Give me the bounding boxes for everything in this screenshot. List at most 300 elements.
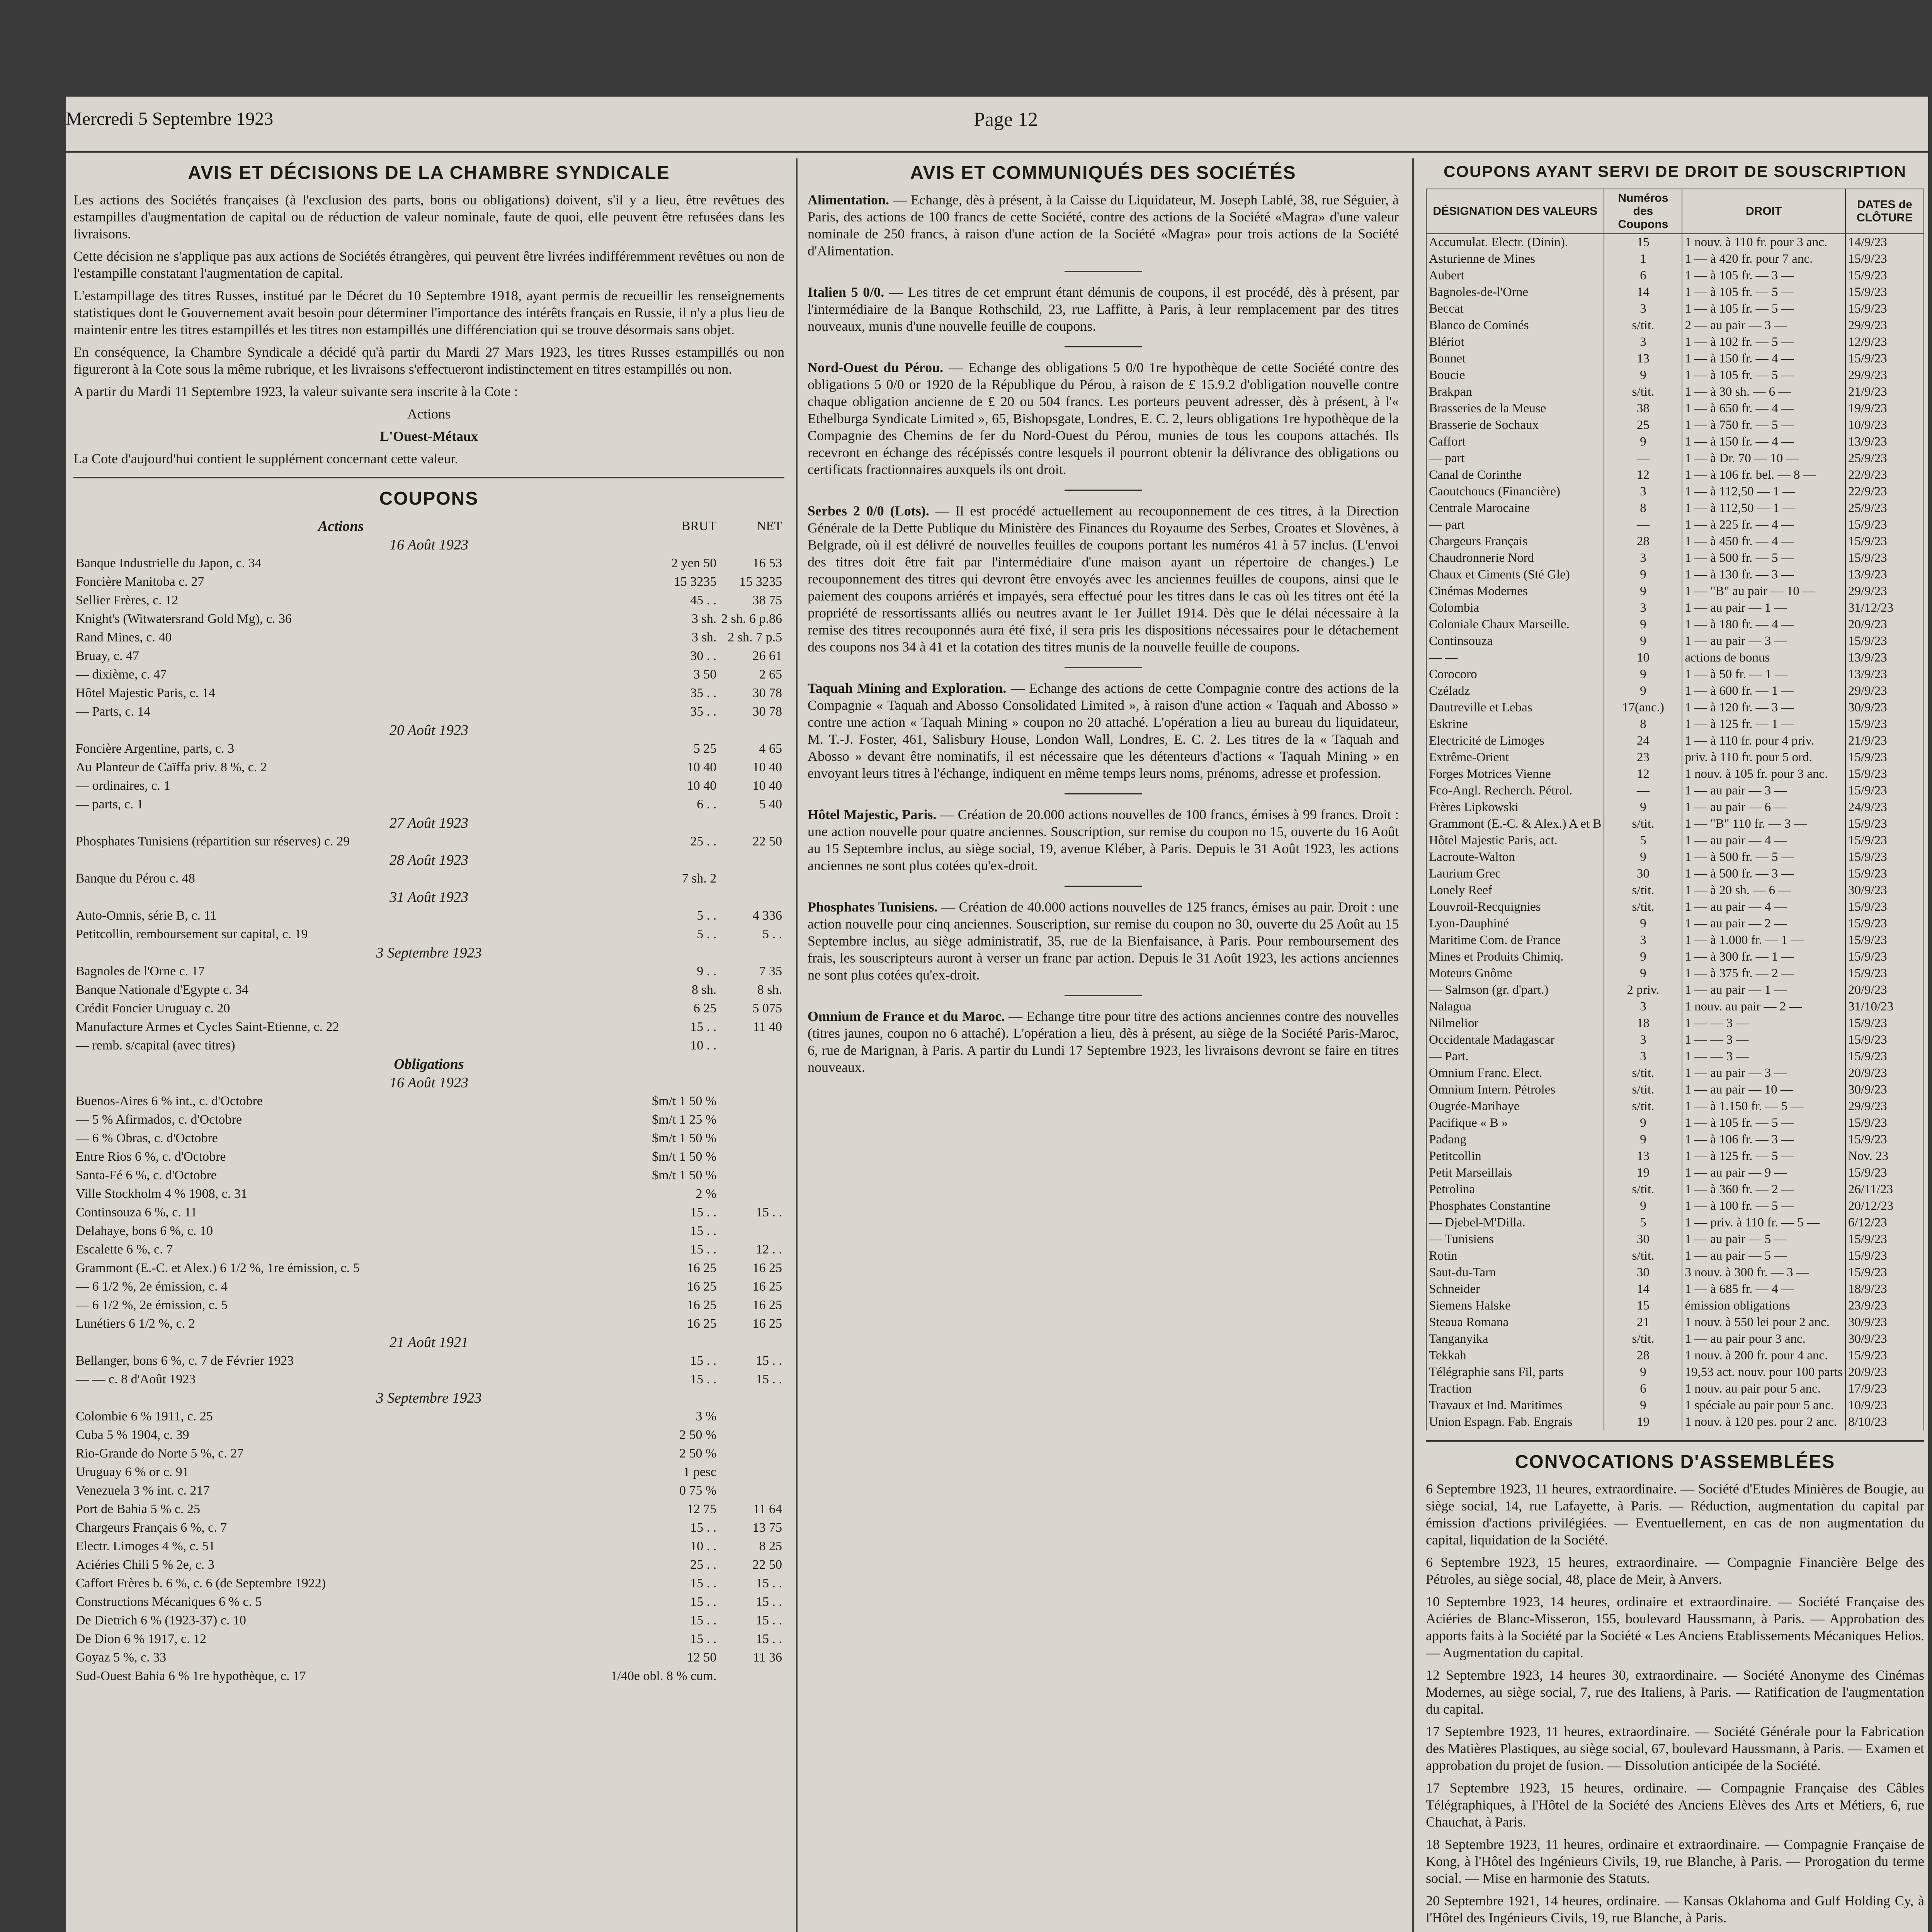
coupon-brut: 15 . . xyxy=(690,1372,717,1386)
societe-name: Hôtel Majestic, Paris. xyxy=(808,807,937,822)
coupons-droit-table xyxy=(1426,189,1924,1430)
droit-terms: 1 — à 500 fr. — 5 — xyxy=(1682,550,1845,566)
notice-separator xyxy=(1065,995,1142,996)
droit-date: 15/9/23 xyxy=(1845,915,1924,932)
droit-date: 15/9/23 xyxy=(1845,533,1924,550)
droit-valeur: Steaua Romana xyxy=(1426,1314,1604,1331)
coupon-name: — 6 1/2 %, 2e émission, c. 5 xyxy=(76,1298,228,1312)
coupon-net xyxy=(719,1185,784,1203)
droit-date: 15/9/23 xyxy=(1845,1115,1924,1131)
droit-terms: 1 — au pair — 1 — xyxy=(1682,982,1845,998)
droit-date: 30/9/23 xyxy=(1845,1082,1924,1098)
droit-valeur: Caoutchoucs (Financière) xyxy=(1426,483,1604,500)
droit-terms: 1 — "B" 110 fr. — 3 — xyxy=(1682,816,1845,832)
droit-date: 13/9/23 xyxy=(1845,650,1924,666)
droit-row xyxy=(1426,1181,1924,1198)
coupon-brut: 6 . . xyxy=(697,797,717,811)
droit-date: 15/9/23 xyxy=(1845,832,1924,849)
droit-valeur: Petit Marseillais xyxy=(1426,1165,1604,1181)
droit-coupon: 9 xyxy=(1604,1397,1682,1414)
droit-coupon: 9 xyxy=(1604,633,1682,650)
coupon-brut: 16 25 xyxy=(687,1316,717,1331)
coupon-name: Grammont (E.-C. et Alex.) 6 1/2 %, 1re émission, c. 5 xyxy=(76,1261,360,1275)
droit-row xyxy=(1426,650,1924,666)
societe-name: Alimentation. xyxy=(808,192,889,207)
coupon-brut: 5 . . xyxy=(697,927,717,941)
droit-date: 30/9/23 xyxy=(1845,882,1924,899)
coupon-net xyxy=(719,1426,784,1444)
droit-date: 15/9/23 xyxy=(1845,350,1924,367)
coupon-name: Au Planteur de Caïffa priv. 8 %, c. 2 xyxy=(76,760,267,774)
droit-date: Nov. 23 xyxy=(1845,1148,1924,1165)
coupon-net: 11 36 xyxy=(753,1650,782,1665)
droit-date: 15/9/23 xyxy=(1845,1264,1924,1281)
section-rule xyxy=(73,477,784,478)
coupon-net xyxy=(719,869,784,888)
coupon-brut: 15 . . xyxy=(690,1520,717,1535)
coupon-brut: 10 40 xyxy=(687,760,717,774)
coupon-net: 16 25 xyxy=(752,1298,782,1312)
coupon-brut: 3 sh. xyxy=(692,630,717,645)
coupon-brut: 1 pesc xyxy=(683,1465,717,1479)
paragraph: Les actions des Sociétés françaises (à l'exclusion des parts, bons ou obligations) doivent, s'il y a lieu, être revêtues des estampilles d'augmentation de capital ou de réduction de valeur nominale, faute de quoi, elle peuvent être refusées dans les livraisons. xyxy=(73,192,784,242)
droit-date: 21/9/23 xyxy=(1845,733,1924,749)
coupon-brut: 35 . . xyxy=(690,686,717,700)
coupon-brut: 45 . . xyxy=(690,593,717,607)
droit-valeur: Siemens Halske xyxy=(1426,1298,1604,1314)
droit-terms: 1 — à 500 fr. — 3 — xyxy=(1682,866,1845,882)
coupon-name: — ordinaires, c. 1 xyxy=(76,779,170,793)
societe-text: — Il est procédé actuellement au recouponnement de ces titres, à la Direction Générale de la Dette Publique du Ministère des Finances du Royaume des Serbes, Croates et Slovènes, à Belgrade, où il est délivré de nouvelles feuilles de coupons portant les numéros 41 à 57 inclus. (L'envoi des titres doit être fait par l'intermédiaire d'une maison ayant un répertoire de changes.) Le recouponnement des titres qui devront être envoyés avec les anciennes feuilles de coupons, ainsi que le paiement des coupons arriérés et impayés, sera effectué pour les titres dans le cas où les titres ont été la propriété de ressortissants alliés ou neutres avant le 1er Juillet 1914. Dès que le délai nécessaire à la remise des titres recouponnés aura été fixé, il sera pris les dispositions nécessaires pour le détachement des coupons nos 34 à 41 et la cotation des titres munis de la nouvelle feuille de coupons. xyxy=(808,503,1399,655)
droit-date: 20/9/23 xyxy=(1845,1364,1924,1381)
societe-text: — Les titres de cet emprunt étant démunis de coupons, il est procédé, dès à présent, par l'intermédiaire de la Banque Rothschild, 23, rue Laffitte, à Paris, à leur remplacement par des titres nouveaux, munis d'une nouvelle feuille de coupons. xyxy=(808,284,1399,334)
droit-row xyxy=(1426,932,1924,949)
droit-coupon: 23 xyxy=(1604,749,1682,766)
societe-text: — Création de 40.000 actions nouvelles de 125 francs, émises au pair. Droit : une action nouvelle pour cinq anciennes. Souscription, sur remise du coupon no 30, ouverte du 25 Août au 15 Septembre inclus, au siège administratif, 35, rue de la Bienfaisance, à Paris. Pour remboursement des frais, les souscripteurs auront à verser un franc par action. Depuis le 31 Août 1923, les actions anciennes ne sont plus cotées qu'ex-droit. xyxy=(808,899,1399,983)
coupon-net: 15 . . xyxy=(756,1205,782,1219)
droit-terms: 1 — à 500 fr. — 5 — xyxy=(1682,849,1845,866)
droit-coupon: 30 xyxy=(1604,1264,1682,1281)
societe-text: — Echange titre pour titre des actions anciennes contre des nouvelles (titres jaunes, coupon no 6 attaché). L'opération a lieu, dès à présent, au siège de la Société Paris-Maroc, 6, rue de Marignan, à Paris. A partir du Lundi 17 Septembre 1923, les livraisons devront se faire en titres nouveaux. xyxy=(808,1009,1399,1075)
droit-date: 30/9/23 xyxy=(1845,1314,1924,1331)
droit-terms: 1 — à 180 fr. — 4 — xyxy=(1682,616,1845,633)
droit-date: 29/9/23 xyxy=(1845,683,1924,699)
coupon-brut: 1/40e obl. 8 % cum. xyxy=(611,1669,717,1683)
coupon-row xyxy=(73,1203,784,1222)
coupon-date-row xyxy=(73,721,784,740)
coupon-name: — Parts, c. 14 xyxy=(76,704,151,719)
droit-row xyxy=(1426,500,1924,517)
droit-coupon: 3 xyxy=(1604,998,1682,1015)
droit-row xyxy=(1426,301,1924,317)
droit-coupon: 14 xyxy=(1604,284,1682,301)
droit-valeur: Traction xyxy=(1426,1381,1604,1397)
societe-notice xyxy=(808,1008,1399,1076)
coupon-row xyxy=(73,1222,784,1240)
droit-row xyxy=(1426,1082,1924,1098)
coupon-brut: $m/t 1 50 % xyxy=(652,1168,717,1182)
coupon-brut: $m/t 1 50 % xyxy=(652,1150,717,1164)
droit-row xyxy=(1426,1115,1924,1131)
droit-valeur: Asturienne de Mines xyxy=(1426,251,1604,267)
droit-date: 22/9/23 xyxy=(1845,467,1924,483)
droit-terms: 1 — à 600 fr. — 1 — xyxy=(1682,683,1845,699)
coupon-net: 2 sh. 7 p.5 xyxy=(728,630,782,645)
droit-valeur: Saut-du-Tarn xyxy=(1426,1264,1604,1281)
droit-terms: 1 — à 106 fr. bel. — 8 — xyxy=(1682,467,1845,483)
coupon-net xyxy=(719,1463,784,1481)
droit-row xyxy=(1426,949,1924,965)
droit-terms: 1 — à 450 fr. — 4 — xyxy=(1682,533,1845,550)
coupon-name: Banque du Pérou c. 48 xyxy=(76,871,195,886)
droit-valeur: Forges Motrices Vienne xyxy=(1426,766,1604,782)
coupon-row xyxy=(73,795,784,814)
notice-separator xyxy=(1065,346,1142,347)
coupon-net: 16 25 xyxy=(752,1261,782,1275)
droit-terms: 1 — à 1.000 fr. — 1 — xyxy=(1682,932,1845,949)
droit-date: 6/12/23 xyxy=(1845,1214,1924,1231)
droit-terms: 1 — au pair — 3 — xyxy=(1682,782,1845,799)
societe-notice xyxy=(808,502,1399,655)
coupon-row xyxy=(73,1407,784,1426)
droit-valeur: — — xyxy=(1426,650,1604,666)
coupon-name: Crédit Foncier Uruguay c. 20 xyxy=(76,1001,230,1015)
actions-label: Actions xyxy=(407,406,451,422)
droit-date: 15/9/23 xyxy=(1845,849,1924,866)
droit-coupon: 21 xyxy=(1604,1314,1682,1331)
avis-decisions-title: AVIS ET DÉCISIONS DE LA CHAMBRE SYNDICALE xyxy=(188,163,670,183)
coupon-row xyxy=(73,1185,784,1203)
droit-terms: 19,53 act. nouv. pour 100 parts xyxy=(1682,1364,1845,1381)
coupon-net: 15 . . xyxy=(756,1632,782,1646)
coupon-net: 8 25 xyxy=(759,1539,782,1553)
droit-date: 21/9/23 xyxy=(1845,384,1924,400)
droit-terms: actions de bonus xyxy=(1682,650,1845,666)
coupon-date-row xyxy=(73,536,784,554)
coupon-brut: 5 25 xyxy=(693,742,717,756)
droit-row xyxy=(1426,1131,1924,1148)
coupon-row xyxy=(73,1018,784,1036)
droit-coupon: 9 xyxy=(1604,1198,1682,1214)
page-number: Page 12 xyxy=(974,109,1038,131)
page-header xyxy=(66,97,1928,147)
droit-row xyxy=(1426,965,1924,982)
convocation-item: 12 Septembre 1923, 14 heures 30, extraordinaire. — Société Anonyme des Cinémas Modernes, au siège social, 7, rue des Italiens, à Paris. — Ratification de l'augmentation du capital. xyxy=(1426,1667,1924,1717)
droit-row xyxy=(1426,749,1924,766)
coupon-net: 16 53 xyxy=(752,556,782,570)
droit-terms: 1 — au pair — 4 — xyxy=(1682,899,1845,915)
droit-row xyxy=(1426,400,1924,417)
droit-coupon: 9 xyxy=(1604,583,1682,600)
droit-valeur: Télégraphie sans Fil, parts xyxy=(1426,1364,1604,1381)
coupon-row xyxy=(73,628,784,647)
coupon-brut: 3 % xyxy=(696,1409,717,1423)
droit-row xyxy=(1426,1298,1924,1314)
droit-coupon: 9 xyxy=(1604,683,1682,699)
societe-text: — Création de 20.000 actions nouvelles de 100 francs, émises à 99 francs. Droit : une action nouvelle pour quatre anciennes. Souscription, sur remise du coupon no 15, ouverte du 16 Août au 15 Septembre inclus, au siège social, 19, avenue Kléber, à Paris. Depuis le 31 Août 1923, les actions anciennes ne sont plus cotées qu'ex-droit. xyxy=(808,807,1399,873)
coupon-row xyxy=(73,1611,784,1630)
col-droit: DROIT xyxy=(1682,189,1845,234)
droit-row xyxy=(1426,832,1924,849)
droit-valeur: Cinémas Modernes xyxy=(1426,583,1604,600)
droit-coupon: 15 xyxy=(1604,234,1682,251)
coupon-net: 15 . . xyxy=(756,1595,782,1609)
coupon-brut: 9 . . xyxy=(697,964,717,978)
coupon-brut: 16 25 xyxy=(687,1279,717,1294)
droit-terms: 1 — à 20 sh. — 6 — xyxy=(1682,882,1845,899)
coupon-name: Ville Stockholm 4 % 1908, c. 31 xyxy=(76,1187,247,1201)
societe-text: — Echange, dès à présent, à la Caisse du Liquidateur, M. Joseph Lablé, 38, rue Séguier, à Paris, des actions de 100 francs de cette Société, contre des actions de la Société «Magra» d'une valeur nominale de 250 francs, à raison d'une action de la Société «Magra» pour trois actions de la Société d'Alimentation. xyxy=(808,192,1399,259)
droit-terms: 1 — priv. à 110 fr. — 5 — xyxy=(1682,1214,1845,1231)
coupon-name: — dixième, c. 47 xyxy=(76,667,167,682)
coupon-row xyxy=(73,1166,784,1185)
droit-coupon: 30 xyxy=(1604,1231,1682,1248)
droit-row xyxy=(1426,1381,1924,1397)
droit-date: 12/9/23 xyxy=(1845,334,1924,350)
droit-coupon: 9 xyxy=(1604,949,1682,965)
droit-valeur: Eskrine xyxy=(1426,716,1604,733)
coupon-net: 2 sh. 6 p.86 xyxy=(721,612,782,626)
convocations-title: CONVOCATIONS D'ASSEMBLÉES xyxy=(1515,1452,1835,1472)
coupon-row xyxy=(73,1296,784,1315)
coupon-date: 28 Août 1923 xyxy=(389,852,469,868)
coupon-net: 15 . . xyxy=(756,1372,782,1386)
droit-date: 15/9/23 xyxy=(1845,716,1924,733)
coupon-net xyxy=(719,1481,784,1500)
droit-valeur: Petrolina xyxy=(1426,1181,1604,1198)
coupon-brut: 35 . . xyxy=(690,704,717,719)
coupon-row xyxy=(73,906,784,925)
droit-row xyxy=(1426,334,1924,350)
coupon-name: Bruay, c. 47 xyxy=(76,649,139,663)
droit-row xyxy=(1426,1364,1924,1381)
droit-terms: 1 — à 360 fr. — 2 — xyxy=(1682,1181,1845,1198)
droit-terms: 1 — "B" au pair — 10 — xyxy=(1682,583,1845,600)
droit-terms: 3 nouv. à 300 fr. — 3 — xyxy=(1682,1264,1845,1281)
coupon-net: 2 65 xyxy=(759,667,782,682)
droit-valeur: Brasserie de Sochaux xyxy=(1426,417,1604,434)
col-numeros: Numéros des Coupons xyxy=(1604,189,1682,234)
coupon-brut: 15 . . xyxy=(690,1354,717,1368)
droit-terms: 1 — au pair — 5 — xyxy=(1682,1248,1845,1264)
coupon-row xyxy=(73,1036,784,1055)
coupon-row xyxy=(73,1129,784,1148)
coupon-row xyxy=(73,962,784,981)
coupon-net: 11 40 xyxy=(753,1020,782,1034)
column-right xyxy=(1426,158,1924,1932)
societe-notice xyxy=(808,359,1399,478)
droit-row xyxy=(1426,1281,1924,1298)
droit-coupon: — xyxy=(1604,782,1682,799)
droit-terms: 1 — au pair — 5 — xyxy=(1682,1231,1845,1248)
droit-coupon: 25 xyxy=(1604,417,1682,434)
coupon-name: — 6 % Obras, c. d'Octobre xyxy=(76,1131,218,1145)
coupon-date: 31 Août 1923 xyxy=(389,889,469,905)
droit-valeur: — Tunisiens xyxy=(1426,1231,1604,1248)
droit-coupon: 12 xyxy=(1604,766,1682,782)
droit-coupon: s/tit. xyxy=(1604,1098,1682,1115)
droit-terms: émission obligations xyxy=(1682,1298,1845,1314)
droit-valeur: Petitcollin xyxy=(1426,1148,1604,1165)
droit-date: 15/9/23 xyxy=(1845,1231,1924,1248)
coupon-net: 8 sh. xyxy=(757,983,782,997)
droit-terms: 1 nouv. à 105 fr. pour 3 anc. xyxy=(1682,766,1845,782)
coupon-brut: 2 yen 50 xyxy=(671,556,717,570)
coupon-brut: 5 . . xyxy=(697,908,717,923)
droit-row xyxy=(1426,849,1924,866)
coupon-brut: 25 . . xyxy=(690,834,717,849)
coupon-row xyxy=(73,1630,784,1648)
droit-valeur: Union Espagn. Fab. Engrais xyxy=(1426,1414,1604,1430)
droit-row xyxy=(1426,1048,1924,1065)
droit-terms: 1 — à 120 fr. — 3 — xyxy=(1682,699,1845,716)
droit-coupon: 18 xyxy=(1604,1015,1682,1032)
droit-terms: 1 — au pair — 2 — xyxy=(1682,915,1845,932)
droit-row xyxy=(1426,633,1924,650)
droit-date: 30/9/23 xyxy=(1845,699,1924,716)
coupon-row xyxy=(73,1277,784,1296)
droit-date: 13/9/23 xyxy=(1845,666,1924,683)
droit-terms: 2 — au pair — 3 — xyxy=(1682,317,1845,334)
coupon-net: 15 . . xyxy=(756,1576,782,1590)
droit-date: 15/9/23 xyxy=(1845,550,1924,566)
coupon-row xyxy=(73,777,784,795)
droit-valeur: Dautreville et Lebas xyxy=(1426,699,1604,716)
droit-row xyxy=(1426,600,1924,616)
droit-coupon: 3 xyxy=(1604,1048,1682,1065)
coupon-name: Port de Bahia 5 % c. 25 xyxy=(76,1502,200,1516)
coupon-net: 4 336 xyxy=(752,908,782,923)
coupon-net: 10 40 xyxy=(752,779,782,793)
coupon-name: Constructions Mécaniques 6 % c. 5 xyxy=(76,1595,262,1609)
droit-row xyxy=(1426,998,1924,1015)
droit-row xyxy=(1426,483,1924,500)
droit-row xyxy=(1426,550,1924,566)
coupon-name: — — c. 8 d'Août 1923 xyxy=(76,1372,196,1386)
droit-date: 15/9/23 xyxy=(1845,899,1924,915)
droit-row xyxy=(1426,699,1924,716)
droit-row xyxy=(1426,583,1924,600)
coupon-row xyxy=(73,573,784,591)
coupon-brut: $m/t 1 50 % xyxy=(652,1131,717,1145)
column-left xyxy=(73,158,784,1932)
droit-row xyxy=(1426,1015,1924,1032)
droit-terms: 1 — à 110 fr. pour 4 priv. xyxy=(1682,733,1845,749)
coupon-name: Rio-Grande do Norte 5 %, c. 27 xyxy=(76,1446,244,1461)
coupon-net: 5 . . xyxy=(762,927,782,941)
droit-row xyxy=(1426,367,1924,384)
convocation-item: 17 Septembre 1923, 15 heures, ordinaire. — Compagnie Française des Câbles Télégraphiques, à l'Hôtel de la Société des Anciens Elèves des Arts et Métiers, 6, rue Chauchat, à Paris. xyxy=(1426,1780,1924,1830)
droit-date: 15/9/23 xyxy=(1845,1032,1924,1048)
coupon-brut: 15 3235 xyxy=(673,575,717,589)
coupon-name: Caffort Frères b. 6 %, c. 6 (de Septembre 1922) xyxy=(76,1576,326,1590)
droit-valeur: Beccat xyxy=(1426,301,1604,317)
coupon-row xyxy=(73,1463,784,1481)
droit-terms: 1 spéciale au pair pour 5 anc. xyxy=(1682,1397,1845,1414)
droit-coupon: s/tit. xyxy=(1604,384,1682,400)
coupon-name: De Dion 6 % 1917, c. 12 xyxy=(76,1632,207,1646)
droit-terms: 1 — à 102 fr. — 5 — xyxy=(1682,334,1845,350)
droit-coupon: 24 xyxy=(1604,733,1682,749)
droit-valeur: Blanco de Cominés xyxy=(1426,317,1604,334)
droit-date: 15/9/23 xyxy=(1845,949,1924,965)
droit-coupon: 9 xyxy=(1604,666,1682,683)
notice-separator xyxy=(1065,667,1142,668)
coupon-row xyxy=(73,1500,784,1519)
coupon-net xyxy=(719,1129,784,1148)
droit-valeur: Accumulat. Electr. (Dinin). xyxy=(1426,234,1604,251)
coupon-brut: 15 . . xyxy=(690,1224,717,1238)
coupon-brut: 15 . . xyxy=(690,1595,717,1609)
droit-coupon: 13 xyxy=(1604,1148,1682,1165)
coupon-name: Auto-Omnis, série B, c. 11 xyxy=(76,908,217,923)
droit-date: 15/9/23 xyxy=(1845,1248,1924,1264)
droit-valeur: Travaux et Ind. Maritimes xyxy=(1426,1397,1604,1414)
droit-valeur: Extrême-Orient xyxy=(1426,749,1604,766)
droit-row xyxy=(1426,467,1924,483)
droit-valeur: Omnium Intern. Pétroles xyxy=(1426,1082,1604,1098)
droit-coupon: 14 xyxy=(1604,1281,1682,1298)
coupon-net: 16 25 xyxy=(752,1279,782,1294)
col-brut: BRUT xyxy=(681,519,717,533)
droit-row xyxy=(1426,666,1924,683)
droit-terms: 1 — au pair pour 3 anc. xyxy=(1682,1331,1845,1347)
coupon-brut: 0 75 % xyxy=(679,1483,717,1498)
coupon-name: Hôtel Majestic Paris, c. 14 xyxy=(76,686,215,700)
societe-name: Italien 5 0/0. xyxy=(808,284,884,300)
newspaper-page xyxy=(66,97,1928,1932)
droit-date: 15/9/23 xyxy=(1845,1048,1924,1065)
droit-terms: 1 nouv. à 120 pes. pour 2 anc. xyxy=(1682,1414,1845,1430)
droit-row xyxy=(1426,417,1924,434)
coupon-row xyxy=(73,554,784,573)
societe-text: — Echange des actions de cette Compagnie contre des actions de la Compagnie « Taquah and Abosso Consolidated Limited », à raison d'une action « Taquah and Abosso » contre une action « Taquah Mining » coupon no 20 attaché. L'opération a lieu au bureau du liquidateur, M. T.-J. Foster, 461, Salisbury House, London Wall, Londres, E. C. 2. Les titres de la « Taquah and Abosso » devant être nominatifs, il est nécessaire que les détenteurs d'actions « Taquah Mining » en envoyant leurs titres à l'échange, indiquent en même temps leurs noms, prénoms, adresse et profession. xyxy=(808,680,1399,781)
coupon-brut: 10 40 xyxy=(687,779,717,793)
droit-coupon: 38 xyxy=(1604,400,1682,417)
societe-name: Phosphates Tunisiens. xyxy=(808,899,938,915)
coupon-name: Cuba 5 % 1904, c. 39 xyxy=(76,1428,189,1442)
coupon-name: Foncière Manitoba c. 27 xyxy=(76,575,204,589)
notice-separator xyxy=(1065,886,1142,887)
convocations-list xyxy=(1426,1480,1924,1932)
coupon-net: 7 35 xyxy=(759,964,782,978)
coupon-row xyxy=(73,1259,784,1277)
droit-valeur: Boucie xyxy=(1426,367,1604,384)
droit-valeur: Corocoro xyxy=(1426,666,1604,683)
droit-date: 25/9/23 xyxy=(1845,450,1924,467)
droit-coupon: 9 xyxy=(1604,1115,1682,1131)
droit-row xyxy=(1426,616,1924,633)
droit-valeur: Ougrée-Marihaye xyxy=(1426,1098,1604,1115)
droit-date: 15/9/23 xyxy=(1845,749,1924,766)
droit-date: 14/9/23 xyxy=(1845,234,1924,251)
droit-row xyxy=(1426,1032,1924,1048)
droit-terms: 1 — à 125 fr. — 5 — xyxy=(1682,1148,1845,1165)
droit-valeur: Bonnet xyxy=(1426,350,1604,367)
droit-valeur: — Djebel-M'Dilla. xyxy=(1426,1214,1604,1231)
droit-terms: 1 — à 100 fr. — 5 — xyxy=(1682,1198,1845,1214)
coupon-net: 4 65 xyxy=(759,742,782,756)
droit-terms: 1 — à 112,50 — 1 — xyxy=(1682,500,1845,517)
coupon-row xyxy=(73,1444,784,1463)
droit-row xyxy=(1426,1314,1924,1331)
droit-coupon: 9 xyxy=(1604,434,1682,450)
coupon-brut: 6 25 xyxy=(693,1001,717,1015)
coupon-brut: 12 50 xyxy=(687,1650,717,1665)
droit-coupon: 5 xyxy=(1604,1214,1682,1231)
droit-coupon: 3 xyxy=(1604,600,1682,616)
coupon-name: Petitcollin, remboursement sur capital, c. 19 xyxy=(76,927,308,941)
